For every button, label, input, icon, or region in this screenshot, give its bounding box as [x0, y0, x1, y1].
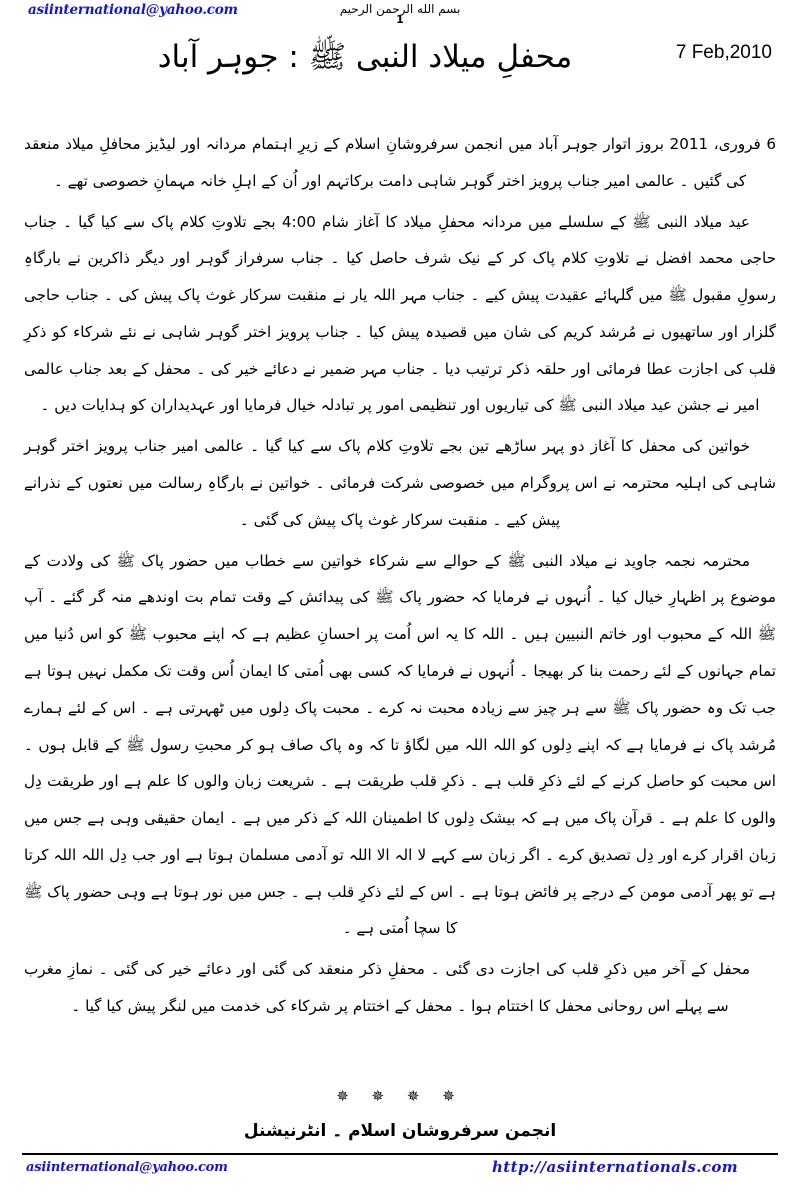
- footer-divider: [22, 1153, 778, 1155]
- ornament-divider: ✵ ✵ ✵ ✵: [336, 1087, 464, 1105]
- page-number: 1: [396, 13, 404, 26]
- footer-email-link[interactable]: asiinternational@yahoo.com: [26, 1160, 228, 1175]
- page-title: محفلِ میلاد النبی ﷺ : جوہر آباد: [157, 39, 573, 75]
- article-body: [24, 126, 776, 1029]
- header-email-link[interactable]: asiinternational@yahoo.com: [28, 2, 238, 18]
- page-footer: [0, 1114, 800, 1200]
- paragraph: عید میلاد النبی ﷺ کے سلسلے میں مردانہ محفلِ میلاد کا آغاز شام 4:00 بجے تلاوتِ کلام پاک سے کیا گیا ۔ جناب حاجی محمد افضل نے تلاوتِ کلام پاک کر کے نیک شرف حاصل کیا ۔ جناب سرفراز گوہر اور دیگر ذاکرین نے بارگاہِ رسولِ مقبول ﷺ میں گلہائے عقیدت پیش کیے ۔ جناب مہر اللہ یار نے منقبت سرکار غوث پاک پیش کی ۔ جناب حاجی گلزار اور ساتھیوں نے مُرشد کریم کی شان میں قصیدہ پیش کیا ۔ جناب پرویز اختر گوہر شاہی نے نئے شرکاء کو ذکرِ قلب کی اجازت عطا فرمائی اور حلقہ ذکر ترتیب دیا ۔ جناب مہر ضمیر نے دعائے خیر کی ۔ محفل کے بعد جناب عالمی امیر نے جشن عید میلاد النبی ﷺ کی تیاریوں اور تنظیمی امور پر تبادلہ خیال فرمایا اور عہدیداران کو ہدایات دیں ۔: [24, 212, 776, 415]
- paragraph: محفل کے آخر میں ذکرِ قلب کی اجازت دی گئی ۔ محفلِ ذکر منعقد کی گئی اور دعائے خیر کی گئی ۔ نمازِ مغرب سے پہلے اس روحانی محفل کا اختتام ہوا ۔ محفل کے اختتام پر شرکاء کی خدمت میں لنگر پیش کیا گیا ۔: [24, 960, 750, 1015]
- paragraph: 6 فروری، 2011 بروز اتوار جوہر آباد میں انجمن سرفروشانِ اسلام کے زیرِ اہتمام مردانہ اور لیڈیز محافلِ میلاد منعقد کی گئیں ۔ عالمی امیر جناب پرویز اختر گوہر شاہی دامت برکاتہم اور اُن کے اہلِ خانہ مہمانِ خصوصی تھے ۔: [24, 135, 776, 190]
- bismillah-text: بسم الله الرحمن الرحيم: [339, 2, 461, 16]
- footer-website-link[interactable]: http://asiinternationals.com: [492, 1158, 739, 1176]
- organization-name: انجمن سرفروشان اسلام ۔ انٹرنیشنل: [243, 1121, 557, 1141]
- paragraph: محترمہ نجمہ جاوید نے میلاد النبی ﷺ کے حوالے سے شرکاء خواتین سے خطاب میں حضور پاک ﷺ کی ولادت کے موضوع پر اظہارِ خیال کیا ۔ اُنہوں نے فرمایا کہ حضور پاک ﷺ کی پیدائش کے وقت تمام بت اوندھے منہ گر گئے ۔ آپ ﷺ اللہ کے محبوب اور خاتم النبیین ہیں ۔ اللہ کا یہ اس اُمت پر احسانِ عظیم ہے کہ اپنے محبوب ﷺ کو اس دُنیا میں تمام جہانوں کے لئے رحمت بنا کر بھیجا ۔ اُنہوں نے فرمایا کہ کسی بھی اُمتی کا ایمان اُس وقت تک مکمل نہیں ہوتا ہے جب تک وہ حضور پاک ﷺ سے ہر چیز سے زیادہ محبت نہ کرے ۔ محبت پاک دِلوں میں ٹھہرتی ہے ۔ اس کے لئے ہمارے مُرشد پاک نے فرمایا ہے کہ اپنے دِلوں کو اللہ اللہ میں لگاؤ تا کہ وہ پاک صاف ہو کر محبتِ رسول ﷺ کے قابل ہوں ۔ اس محبت کو حاصل کرنے کے لئے ذکرِ قلب ہے ۔ ذکرِ قلب طریقت ہے ۔ شریعت زبان والوں کا علم ہے اور طریقت دِل والوں کا علم ہے ۔ قرآن پاک میں ہے کہ بیشک دِلوں کا اطمینان اللہ کے ذکر میں ہے ۔ ایمان حقیقی وہی ہے جس میں زبان اقرار کرے اور دِل تصدیق کرے ۔ اگر زبان سے کہے لا الہ الا اللہ تو آدمی مسلمان ہوتا ہے اور جب دِل اللہ اللہ کرتا ہے تو پھر آدمی مومن کے درجے پر فائض ہوتا ہے ۔ اس کے لئے ذکرِ قلب ہے ۔ جس میں نور ہوتا ہے وہی حضور پاک ﷺ کا سچا اُمتی ہے ۔: [24, 551, 777, 938]
- paragraph: خواتین کی محفل کا آغاز دو پہر ساڑھے تین بجے تلاوتِ کلام پاک سے کیا گیا ۔ عالمی امیر جناب پرویز اختر گوہر شاہی کی اہلیہ محترمہ نے اس پروگرام میں خصوصی شرکت فرمائی ۔ خواتین نے بارگاہِ رسالت میں نعتوں کے نذرانے پیش کیے ۔ منقبت سرکار غوث پاک پیش کی گئی ۔: [24, 437, 776, 529]
- document-date: 7 Feb,2010: [675, 42, 772, 63]
- page-header: [0, 0, 800, 118]
